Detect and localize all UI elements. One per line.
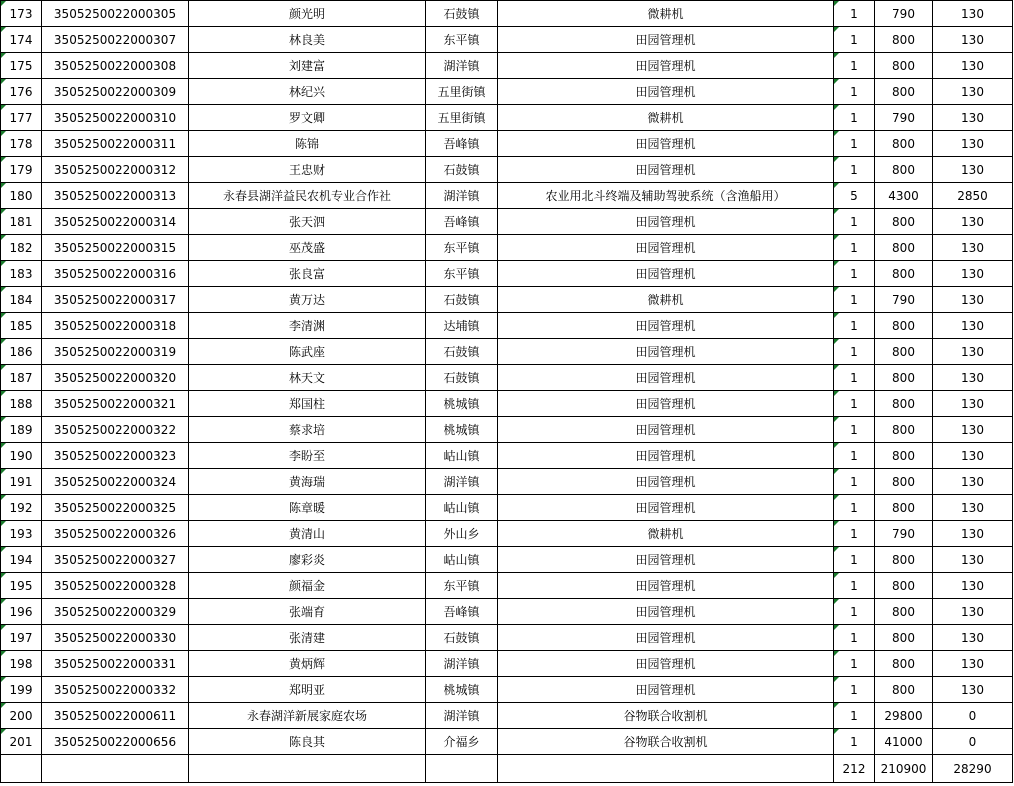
machine-cell[interactable]: 田园管理机 bbox=[498, 547, 834, 573]
subsidy-cell[interactable]: 130 bbox=[933, 1, 1013, 27]
price-cell[interactable]: 790 bbox=[875, 105, 933, 131]
machine-cell[interactable]: 田园管理机 bbox=[498, 79, 834, 105]
price-cell[interactable]: 800 bbox=[875, 599, 933, 625]
qty-cell[interactable]: 1 bbox=[834, 157, 875, 183]
machine-cell[interactable]: 田园管理机 bbox=[498, 573, 834, 599]
qty-cell[interactable]: 1 bbox=[834, 131, 875, 157]
name-cell[interactable]: 黄万达 bbox=[189, 287, 426, 313]
town-cell[interactable]: 石鼓镇 bbox=[426, 365, 498, 391]
qty-cell[interactable]: 1 bbox=[834, 599, 875, 625]
name-cell[interactable]: 林良美 bbox=[189, 27, 426, 53]
table-row bbox=[1, 599, 1013, 625]
price-cell[interactable]: 800 bbox=[875, 79, 933, 105]
name-cell[interactable]: 李清渊 bbox=[189, 313, 426, 339]
name-cell[interactable]: 廖彩炎 bbox=[189, 547, 426, 573]
index-cell[interactable]: 195 bbox=[1, 573, 42, 599]
price-cell[interactable]: 800 bbox=[875, 391, 933, 417]
table-row bbox=[1, 235, 1013, 261]
price-cell[interactable]: 800 bbox=[875, 209, 933, 235]
town-cell[interactable]: 吾峰镇 bbox=[426, 599, 498, 625]
id-cell[interactable]: 3505250022000316 bbox=[42, 261, 189, 287]
index-cell[interactable]: 177 bbox=[1, 105, 42, 131]
table-row bbox=[1, 183, 1013, 209]
name-cell[interactable]: 陈锦 bbox=[189, 131, 426, 157]
id-cell[interactable]: 3505250022000323 bbox=[42, 443, 189, 469]
town-cell[interactable]: 东平镇 bbox=[426, 27, 498, 53]
index-cell[interactable]: 173 bbox=[1, 1, 42, 27]
index-cell[interactable]: 179 bbox=[1, 157, 42, 183]
qty-cell[interactable]: 1 bbox=[834, 79, 875, 105]
name-cell[interactable]: 陈章暖 bbox=[189, 495, 426, 521]
name-cell[interactable]: 张端育 bbox=[189, 599, 426, 625]
price-cell[interactable]: 800 bbox=[875, 651, 933, 677]
machine-cell[interactable]: 微耕机 bbox=[498, 521, 834, 547]
qty-cell[interactable]: 1 bbox=[834, 313, 875, 339]
qty-cell[interactable]: 1 bbox=[834, 365, 875, 391]
id-cell[interactable]: 3505250022000322 bbox=[42, 417, 189, 443]
index-cell[interactable]: 200 bbox=[1, 703, 42, 729]
index-cell[interactable]: 199 bbox=[1, 677, 42, 703]
town-cell[interactable]: 湖洋镇 bbox=[426, 183, 498, 209]
machine-cell[interactable]: 田园管理机 bbox=[498, 235, 834, 261]
qty-cell[interactable]: 1 bbox=[834, 417, 875, 443]
id-cell[interactable]: 3505250022000317 bbox=[42, 287, 189, 313]
index-cell[interactable]: 193 bbox=[1, 521, 42, 547]
name-cell[interactable]: 郑明亚 bbox=[189, 677, 426, 703]
table-row bbox=[1, 443, 1013, 469]
subsidy-cell[interactable]: 130 bbox=[933, 521, 1013, 547]
id-cell[interactable]: 3505250022000330 bbox=[42, 625, 189, 651]
index-cell[interactable]: 181 bbox=[1, 209, 42, 235]
price-cell[interactable]: 790 bbox=[875, 287, 933, 313]
subsidy-cell[interactable]: 130 bbox=[933, 287, 1013, 313]
machine-cell[interactable]: 微耕机 bbox=[498, 105, 834, 131]
name-cell[interactable]: 颜光明 bbox=[189, 1, 426, 27]
price-cell[interactable]: 800 bbox=[875, 469, 933, 495]
subsidy-cell[interactable]: 130 bbox=[933, 547, 1013, 573]
name-cell[interactable]: 李盼至 bbox=[189, 443, 426, 469]
id-cell[interactable]: 3505250022000327 bbox=[42, 547, 189, 573]
total-empty-cell[interactable] bbox=[189, 755, 426, 783]
name-cell[interactable]: 林纪兴 bbox=[189, 79, 426, 105]
qty-cell[interactable]: 1 bbox=[834, 339, 875, 365]
subsidy-cell[interactable]: 130 bbox=[933, 417, 1013, 443]
subsidy-cell[interactable]: 130 bbox=[933, 339, 1013, 365]
id-cell[interactable]: 3505250022000314 bbox=[42, 209, 189, 235]
total-subsidy-cell[interactable]: 28290 bbox=[933, 755, 1013, 783]
subsidy-cell[interactable]: 130 bbox=[933, 131, 1013, 157]
machine-cell[interactable]: 田园管理机 bbox=[498, 339, 834, 365]
id-cell[interactable]: 3505250022000324 bbox=[42, 469, 189, 495]
price-cell[interactable]: 800 bbox=[875, 495, 933, 521]
table-row bbox=[1, 105, 1013, 131]
qty-cell[interactable]: 1 bbox=[834, 209, 875, 235]
id-cell[interactable]: 3505250022000611 bbox=[42, 703, 189, 729]
id-cell[interactable]: 3505250022000319 bbox=[42, 339, 189, 365]
qty-cell[interactable]: 1 bbox=[834, 469, 875, 495]
price-cell[interactable]: 800 bbox=[875, 443, 933, 469]
name-cell[interactable]: 张清建 bbox=[189, 625, 426, 651]
machine-cell[interactable]: 田园管理机 bbox=[498, 391, 834, 417]
index-cell[interactable]: 194 bbox=[1, 547, 42, 573]
subsidy-cell[interactable]: 130 bbox=[933, 235, 1013, 261]
id-cell[interactable]: 3505250022000326 bbox=[42, 521, 189, 547]
town-cell[interactable]: 岵山镇 bbox=[426, 547, 498, 573]
table-row bbox=[1, 79, 1013, 105]
subsidy-cell[interactable]: 130 bbox=[933, 79, 1013, 105]
qty-cell[interactable]: 5 bbox=[834, 183, 875, 209]
total-row bbox=[1, 755, 1013, 783]
total-empty-cell[interactable] bbox=[426, 755, 498, 783]
id-cell[interactable]: 3505250022000328 bbox=[42, 573, 189, 599]
town-cell[interactable]: 湖洋镇 bbox=[426, 703, 498, 729]
name-cell[interactable]: 张天泗 bbox=[189, 209, 426, 235]
qty-cell[interactable]: 1 bbox=[834, 27, 875, 53]
machine-cell[interactable]: 田园管理机 bbox=[498, 209, 834, 235]
town-cell[interactable]: 湖洋镇 bbox=[426, 651, 498, 677]
machine-cell[interactable]: 田园管理机 bbox=[498, 677, 834, 703]
machine-cell[interactable]: 田园管理机 bbox=[498, 261, 834, 287]
machine-cell[interactable]: 田园管理机 bbox=[498, 469, 834, 495]
price-cell[interactable]: 800 bbox=[875, 131, 933, 157]
qty-cell[interactable]: 1 bbox=[834, 53, 875, 79]
id-cell[interactable]: 3505250022000329 bbox=[42, 599, 189, 625]
machine-cell[interactable]: 农业用北斗终端及辅助驾驶系统（含渔船用） bbox=[498, 183, 834, 209]
machine-cell[interactable]: 谷物联合收割机 bbox=[498, 729, 834, 755]
subsidy-cell[interactable]: 130 bbox=[933, 53, 1013, 79]
index-cell[interactable]: 182 bbox=[1, 235, 42, 261]
subsidy-cell[interactable]: 130 bbox=[933, 599, 1013, 625]
subsidy-cell[interactable]: 130 bbox=[933, 313, 1013, 339]
price-cell[interactable]: 800 bbox=[875, 235, 933, 261]
name-cell[interactable]: 黄清山 bbox=[189, 521, 426, 547]
id-cell[interactable]: 3505250022000313 bbox=[42, 183, 189, 209]
table-row bbox=[1, 27, 1013, 53]
machine-cell[interactable]: 田园管理机 bbox=[498, 443, 834, 469]
machine-cell[interactable]: 田园管理机 bbox=[498, 157, 834, 183]
price-cell[interactable]: 800 bbox=[875, 339, 933, 365]
table-row bbox=[1, 677, 1013, 703]
price-cell[interactable]: 800 bbox=[875, 27, 933, 53]
index-cell[interactable]: 188 bbox=[1, 391, 42, 417]
price-cell[interactable]: 800 bbox=[875, 547, 933, 573]
id-cell[interactable]: 3505250022000656 bbox=[42, 729, 189, 755]
subsidy-cell[interactable]: 130 bbox=[933, 261, 1013, 287]
index-cell[interactable]: 196 bbox=[1, 599, 42, 625]
machine-cell[interactable]: 微耕机 bbox=[498, 287, 834, 313]
total-empty-cell[interactable] bbox=[42, 755, 189, 783]
machine-cell[interactable]: 微耕机 bbox=[498, 1, 834, 27]
town-cell[interactable]: 桃城镇 bbox=[426, 677, 498, 703]
machine-cell[interactable]: 田园管理机 bbox=[498, 365, 834, 391]
index-cell[interactable]: 175 bbox=[1, 53, 42, 79]
price-cell[interactable]: 800 bbox=[875, 53, 933, 79]
id-cell[interactable]: 3505250022000305 bbox=[42, 1, 189, 27]
price-cell[interactable]: 29800 bbox=[875, 703, 933, 729]
table-row bbox=[1, 209, 1013, 235]
town-cell[interactable]: 桃城镇 bbox=[426, 417, 498, 443]
id-cell[interactable]: 3505250022000310 bbox=[42, 105, 189, 131]
index-cell[interactable]: 174 bbox=[1, 27, 42, 53]
table-row bbox=[1, 469, 1013, 495]
price-cell[interactable]: 800 bbox=[875, 157, 933, 183]
price-cell[interactable]: 4300 bbox=[875, 183, 933, 209]
town-cell[interactable]: 吾峰镇 bbox=[426, 131, 498, 157]
table-row bbox=[1, 339, 1013, 365]
id-cell[interactable]: 3505250022000320 bbox=[42, 365, 189, 391]
machine-cell[interactable]: 田园管理机 bbox=[498, 131, 834, 157]
qty-cell[interactable]: 1 bbox=[834, 391, 875, 417]
price-cell[interactable]: 790 bbox=[875, 521, 933, 547]
machine-cell[interactable]: 田园管理机 bbox=[498, 651, 834, 677]
index-cell[interactable]: 191 bbox=[1, 469, 42, 495]
qty-cell[interactable]: 1 bbox=[834, 1, 875, 27]
qty-cell[interactable]: 1 bbox=[834, 105, 875, 131]
town-cell[interactable]: 外山乡 bbox=[426, 521, 498, 547]
town-cell[interactable]: 吾峰镇 bbox=[426, 209, 498, 235]
table-row bbox=[1, 287, 1013, 313]
qty-cell[interactable]: 1 bbox=[834, 677, 875, 703]
qty-cell[interactable]: 1 bbox=[834, 651, 875, 677]
total-qty-cell[interactable]: 212 bbox=[834, 755, 875, 783]
name-cell[interactable]: 王忠财 bbox=[189, 157, 426, 183]
subsidy-cell[interactable]: 130 bbox=[933, 651, 1013, 677]
town-cell[interactable]: 石鼓镇 bbox=[426, 1, 498, 27]
table-row bbox=[1, 495, 1013, 521]
qty-cell[interactable]: 1 bbox=[834, 521, 875, 547]
qty-cell[interactable]: 1 bbox=[834, 547, 875, 573]
town-cell[interactable]: 桃城镇 bbox=[426, 391, 498, 417]
subsidy-cell[interactable]: 130 bbox=[933, 625, 1013, 651]
index-cell[interactable]: 198 bbox=[1, 651, 42, 677]
id-cell[interactable]: 3505250022000308 bbox=[42, 53, 189, 79]
price-cell[interactable]: 800 bbox=[875, 313, 933, 339]
town-cell[interactable]: 湖洋镇 bbox=[426, 53, 498, 79]
id-cell[interactable]: 3505250022000312 bbox=[42, 157, 189, 183]
name-cell[interactable]: 永春湖洋新展家庭农场 bbox=[189, 703, 426, 729]
name-cell[interactable]: 蔡求培 bbox=[189, 417, 426, 443]
table-row bbox=[1, 651, 1013, 677]
subsidy-cell[interactable]: 130 bbox=[933, 677, 1013, 703]
index-cell[interactable]: 185 bbox=[1, 313, 42, 339]
town-cell[interactable]: 五里街镇 bbox=[426, 79, 498, 105]
qty-cell[interactable]: 1 bbox=[834, 235, 875, 261]
subsidy-cell[interactable]: 0 bbox=[933, 729, 1013, 755]
index-cell[interactable]: 201 bbox=[1, 729, 42, 755]
machine-cell[interactable]: 田园管理机 bbox=[498, 53, 834, 79]
id-cell[interactable]: 3505250022000315 bbox=[42, 235, 189, 261]
table-row bbox=[1, 131, 1013, 157]
table-row bbox=[1, 729, 1013, 755]
town-cell[interactable]: 东平镇 bbox=[426, 573, 498, 599]
name-cell[interactable]: 刘建富 bbox=[189, 53, 426, 79]
town-cell[interactable]: 岵山镇 bbox=[426, 443, 498, 469]
table-row bbox=[1, 365, 1013, 391]
price-cell[interactable]: 800 bbox=[875, 261, 933, 287]
qty-cell[interactable]: 1 bbox=[834, 287, 875, 313]
id-cell[interactable]: 3505250022000318 bbox=[42, 313, 189, 339]
index-cell[interactable]: 184 bbox=[1, 287, 42, 313]
price-cell[interactable]: 800 bbox=[875, 573, 933, 599]
id-cell[interactable]: 3505250022000332 bbox=[42, 677, 189, 703]
table-row bbox=[1, 1, 1013, 27]
qty-cell[interactable]: 1 bbox=[834, 443, 875, 469]
index-cell[interactable]: 176 bbox=[1, 79, 42, 105]
machine-cell[interactable]: 谷物联合收割机 bbox=[498, 703, 834, 729]
id-cell[interactable]: 3505250022000321 bbox=[42, 391, 189, 417]
town-cell[interactable]: 岵山镇 bbox=[426, 495, 498, 521]
name-cell[interactable]: 黄海瑞 bbox=[189, 469, 426, 495]
index-cell[interactable]: 186 bbox=[1, 339, 42, 365]
index-cell[interactable]: 192 bbox=[1, 495, 42, 521]
qty-cell[interactable]: 1 bbox=[834, 729, 875, 755]
price-cell[interactable]: 800 bbox=[875, 677, 933, 703]
name-cell[interactable]: 陈武座 bbox=[189, 339, 426, 365]
index-cell[interactable]: 197 bbox=[1, 625, 42, 651]
town-cell[interactable]: 石鼓镇 bbox=[426, 287, 498, 313]
index-cell[interactable]: 183 bbox=[1, 261, 42, 287]
qty-cell[interactable]: 1 bbox=[834, 495, 875, 521]
table-row bbox=[1, 391, 1013, 417]
name-cell[interactable]: 林天文 bbox=[189, 365, 426, 391]
id-cell[interactable]: 3505250022000311 bbox=[42, 131, 189, 157]
name-cell[interactable]: 黄炳辉 bbox=[189, 651, 426, 677]
name-cell[interactable]: 张良富 bbox=[189, 261, 426, 287]
index-cell[interactable]: 180 bbox=[1, 183, 42, 209]
town-cell[interactable]: 石鼓镇 bbox=[426, 625, 498, 651]
id-cell[interactable]: 3505250022000325 bbox=[42, 495, 189, 521]
town-cell[interactable]: 石鼓镇 bbox=[426, 157, 498, 183]
town-cell[interactable]: 湖洋镇 bbox=[426, 469, 498, 495]
id-cell[interactable]: 3505250022000309 bbox=[42, 79, 189, 105]
town-cell[interactable]: 东平镇 bbox=[426, 235, 498, 261]
id-cell[interactable]: 3505250022000307 bbox=[42, 27, 189, 53]
index-cell[interactable]: 178 bbox=[1, 131, 42, 157]
index-cell[interactable]: 189 bbox=[1, 417, 42, 443]
total-empty-cell[interactable] bbox=[498, 755, 834, 783]
town-cell[interactable]: 介福乡 bbox=[426, 729, 498, 755]
total-empty-cell[interactable] bbox=[1, 755, 42, 783]
table-row bbox=[1, 573, 1013, 599]
table-row bbox=[1, 53, 1013, 79]
table-row bbox=[1, 547, 1013, 573]
index-cell[interactable]: 187 bbox=[1, 365, 42, 391]
name-cell[interactable]: 郑国柱 bbox=[189, 391, 426, 417]
subsidy-cell[interactable]: 130 bbox=[933, 469, 1013, 495]
price-cell[interactable]: 800 bbox=[875, 625, 933, 651]
table-row bbox=[1, 417, 1013, 443]
machine-cell[interactable]: 田园管理机 bbox=[498, 625, 834, 651]
town-cell[interactable]: 达埔镇 bbox=[426, 313, 498, 339]
qty-cell[interactable]: 1 bbox=[834, 573, 875, 599]
price-cell[interactable]: 790 bbox=[875, 1, 933, 27]
subsidy-cell[interactable]: 2850 bbox=[933, 183, 1013, 209]
town-cell[interactable]: 五里街镇 bbox=[426, 105, 498, 131]
total-price-cell[interactable]: 210900 bbox=[875, 755, 933, 783]
town-cell[interactable]: 石鼓镇 bbox=[426, 339, 498, 365]
machine-cell[interactable]: 田园管理机 bbox=[498, 313, 834, 339]
subsidy-cell[interactable]: 130 bbox=[933, 365, 1013, 391]
table-row bbox=[1, 625, 1013, 651]
price-cell[interactable]: 800 bbox=[875, 365, 933, 391]
name-cell[interactable]: 永春县湖洋益民农机专业合作社 bbox=[189, 183, 426, 209]
table-row bbox=[1, 261, 1013, 287]
qty-cell[interactable]: 1 bbox=[834, 261, 875, 287]
town-cell[interactable]: 东平镇 bbox=[426, 261, 498, 287]
qty-cell[interactable]: 1 bbox=[834, 625, 875, 651]
subsidy-cell[interactable]: 130 bbox=[933, 443, 1013, 469]
subsidy-cell[interactable]: 130 bbox=[933, 157, 1013, 183]
price-cell[interactable]: 41000 bbox=[875, 729, 933, 755]
table-row bbox=[1, 313, 1013, 339]
qty-cell[interactable]: 1 bbox=[834, 703, 875, 729]
machine-cell[interactable]: 田园管理机 bbox=[498, 599, 834, 625]
subsidy-cell[interactable]: 130 bbox=[933, 27, 1013, 53]
machine-cell[interactable]: 田园管理机 bbox=[498, 27, 834, 53]
subsidy-cell[interactable]: 130 bbox=[933, 209, 1013, 235]
subsidy-cell[interactable]: 130 bbox=[933, 105, 1013, 131]
id-cell[interactable]: 3505250022000331 bbox=[42, 651, 189, 677]
price-cell[interactable]: 800 bbox=[875, 417, 933, 443]
name-cell[interactable]: 颜福金 bbox=[189, 573, 426, 599]
machine-cell[interactable]: 田园管理机 bbox=[498, 417, 834, 443]
table-row bbox=[1, 703, 1013, 729]
name-cell[interactable]: 罗文卿 bbox=[189, 105, 426, 131]
name-cell[interactable]: 陈良其 bbox=[189, 729, 426, 755]
subsidy-cell[interactable]: 0 bbox=[933, 703, 1013, 729]
index-cell[interactable]: 190 bbox=[1, 443, 42, 469]
subsidy-cell[interactable]: 130 bbox=[933, 391, 1013, 417]
table-row bbox=[1, 157, 1013, 183]
subsidy-cell[interactable]: 130 bbox=[933, 573, 1013, 599]
machine-cell[interactable]: 田园管理机 bbox=[498, 495, 834, 521]
subsidy-cell[interactable]: 130 bbox=[933, 495, 1013, 521]
table-row bbox=[1, 521, 1013, 547]
name-cell[interactable]: 巫茂盛 bbox=[189, 235, 426, 261]
